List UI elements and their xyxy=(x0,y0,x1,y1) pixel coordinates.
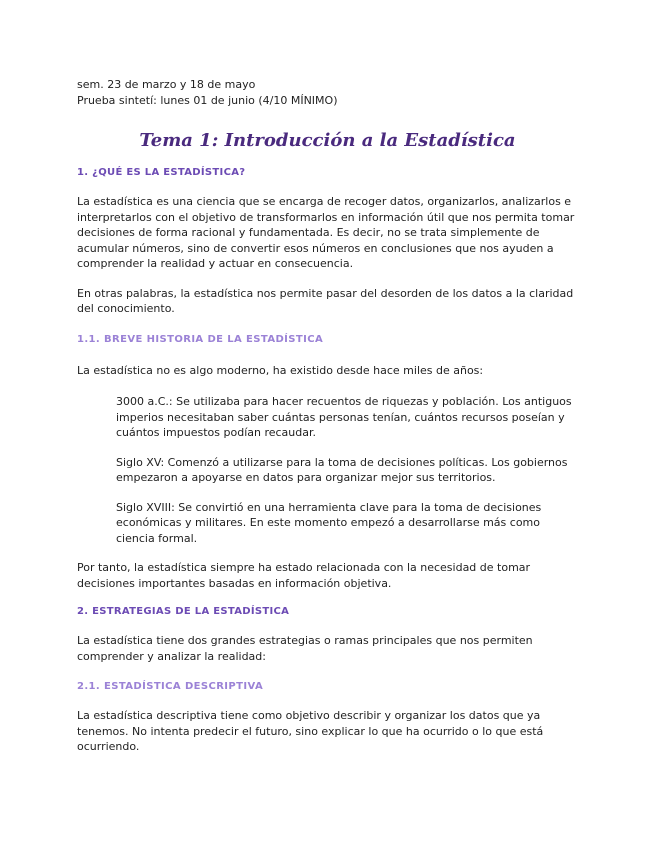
section-2-1-heading: 2.1. ESTADÍSTICA DESCRIPTIVA xyxy=(77,681,264,692)
history-list xyxy=(77,394,577,546)
section-2-heading: 2. ESTRATEGIAS DE LA ESTADÍSTICA xyxy=(77,606,290,617)
meta-dates: sem. 23 de marzo y 18 de mayo xyxy=(77,78,256,91)
history-item: Siglo XVIII: Se convirtió en una herramienta clave para la toma de decisiones económicas y militares. En este momento empezó a desarrollarse más como ciencia formal. xyxy=(116,500,542,545)
section-1-1-heading: 1.1. BREVE HISTORIA DE LA ESTADÍSTICA xyxy=(77,333,324,345)
section-1-paragraph-2: En otras palabras, la estadística nos permite pasar del desorden de los datos a la claridad del conocimiento. xyxy=(77,286,574,315)
section-1-paragraph-1: La estadística es una ciencia que se encarga de recoger datos, organizarlos, analizarlos e interpretarlos con el objetivo de transformarlos en información útil que nos permita tomar decisiones de forma racional y fundamentada. Es decir, no se trata simplemente de acumular números, sino de convertir esos números en conclusiones que nos ayuden a comprender la realidad y actuar en consecuencia. xyxy=(77,195,575,270)
meta-block xyxy=(77,77,577,108)
meta-exam: Prueba sintetí: lunes 01 de junio (4/10 MÍNIMO) xyxy=(77,93,338,107)
section-1-heading: 1. ¿QUÉ ES LA ESTADÍSTICA? xyxy=(77,167,246,178)
history-conclusion: Por tanto, la estadística siempre ha estado relacionada con la necesidad de tomar decisiones importantes basadas en información objetiva. xyxy=(77,561,531,590)
document-content xyxy=(77,77,577,755)
section-2-paragraph-1: La estadística tiene dos grandes estrategias o ramas principales que nos permiten comprender y analizar la realidad: xyxy=(77,634,533,663)
history-intro: La estadística no es algo moderno, ha existido desde hace miles de años: xyxy=(77,363,484,377)
history-item: 3000 a.C.: Se utilizaba para hacer recuentos de riquezas y población. Los antiguos imperios necesitaban saber cuántas personas tenían, cuántos recursos poseían y cuántos impuestos podían recaudar. xyxy=(116,395,572,439)
history-item: Siglo XV: Comenzó a utilizarse para la toma de decisiones políticas. Los gobiernos empezaron a apoyarse en datos para organizar mejor sus territorios. xyxy=(116,455,568,484)
section-2-1-paragraph-1: La estadística descriptiva tiene como objetivo describir y organizar los datos que ya tenemos. No intenta predecir el futuro, sino explicar lo que ha ocurrido o lo que está ocurriendo. xyxy=(77,709,544,753)
page-title: Tema 1: Introducción a la Estadística xyxy=(139,130,516,151)
